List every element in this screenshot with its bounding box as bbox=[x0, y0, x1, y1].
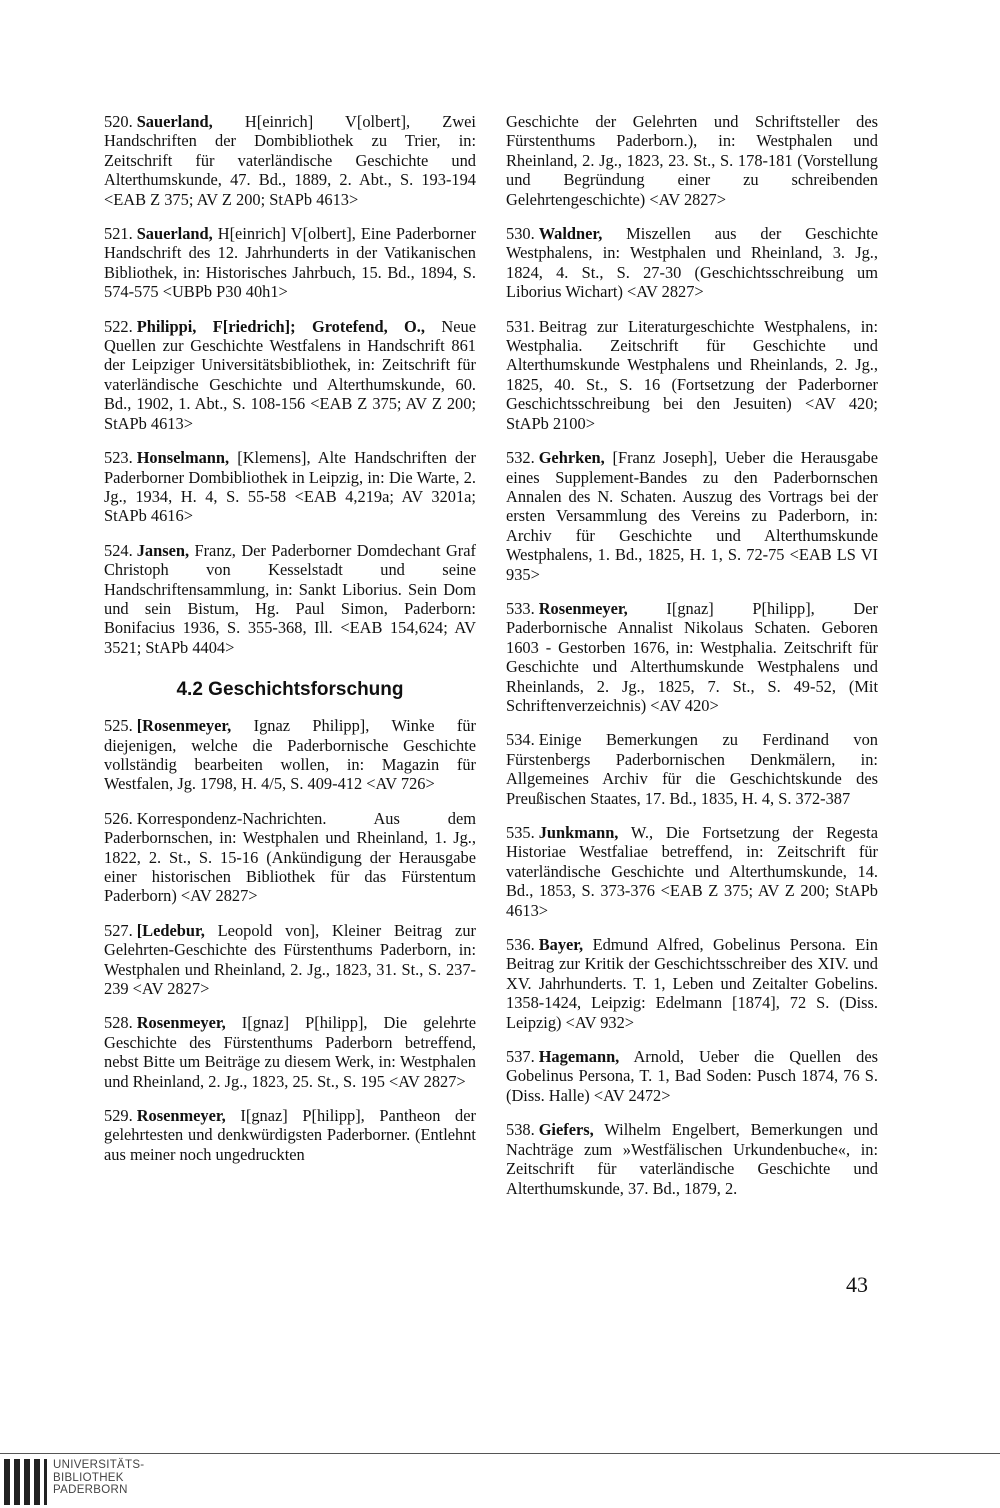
bibliography-entry bbox=[104, 921, 476, 999]
library-logo-text bbox=[53, 1459, 144, 1497]
entry-text: Korrespondenz-Nachrichten. Aus dem Paderbornschen, in: Westphalen und Rheinland, 1. Jg., 1822, 2. St., S. 15-16 (Ankündigung der Herausgabe einer historischen Bibliothek für das Fürstentum Paderborn) <AV 2827> bbox=[104, 808, 476, 906]
bibliography-entry bbox=[104, 1013, 476, 1091]
entry-number: 527. bbox=[104, 920, 133, 940]
footer-divider bbox=[0, 1453, 1000, 1454]
bibliography-entry bbox=[506, 317, 878, 433]
entry-text: [Klemens], Alte Handschriften der Paderborner Dombibliothek in Leipzig, in: Die Warte, 2. Jg., 1934, H. 4, S. 55-58 <EAB 4,219a; AV 3201a; StAPb 4616> bbox=[104, 448, 476, 526]
entry-number: 520. bbox=[104, 112, 133, 131]
entry-author: Waldner, bbox=[538, 224, 603, 244]
section-heading: 4.2 Geschichtsforschung bbox=[176, 679, 404, 701]
left-entries-after bbox=[104, 716, 476, 1164]
entry-text: W., Die Fortsetzung der Regesta Historiae Westfaliae betreffend, in: Zeitschrift für vaterländische Geschichte und Alterthumskunde, 14. Bd., 1853, S. 373-376 <EAB Z 375; AV Z 200; StAPb 4613> bbox=[506, 823, 879, 920]
bibliography-entry bbox=[104, 541, 476, 657]
entry-number: 526. bbox=[104, 808, 133, 828]
bibliography-entry bbox=[104, 317, 476, 433]
bibliography-entry bbox=[506, 823, 878, 920]
library-logo-icon bbox=[4, 1459, 48, 1505]
entry-author: Junkmann, bbox=[538, 823, 619, 842]
entry-text: Leopold von], Kleiner Beitrag zur Gelehrten-Geschichte des Fürstenthums Paderborn, in: Westphalen und Rheinland, 2. Jg., 1823, 31. St., S. 237-239 <AV 2827> bbox=[104, 920, 476, 999]
page-number: 43 bbox=[846, 1272, 868, 1297]
logo-line-2: BIBLIOTHEK bbox=[53, 1471, 124, 1484]
bibliography-entry bbox=[104, 716, 476, 794]
entry-number: 534. bbox=[506, 730, 535, 750]
bibliography-entry bbox=[104, 448, 476, 526]
entry-number: 529. bbox=[104, 1106, 133, 1126]
bibliography-entry bbox=[506, 730, 878, 808]
entry-number: 538. bbox=[506, 1120, 535, 1140]
bibliography-entry bbox=[104, 1106, 476, 1164]
footer bbox=[0, 1453, 1000, 1508]
continuation-text: Geschichte der Gelehrten und Schriftsteller des Fürstenthums Paderborn.), in: Westphalen und Rheinland, 2. Jg., 1823, 23. St., S. 178-181 (Vorstellung und Begründung einer zu schreibenden Gelehrtengeschichte) <AV 2827> bbox=[506, 112, 878, 209]
entry-text: Beitrag zur Literaturgeschichte Westphalens, in: Westphalia. Zeitschrift für Geschichte und Alterthumskunde Westphalens und Rheinlands, 2. Jg., 1825, 40. St., S. 16 (Fortsetzung der Paderborner Geschichtsschreibung bei den Jesuiten) <AV 420; StAPb 2100> bbox=[506, 316, 878, 433]
entry-text: Arnold, Ueber die Quellen des Gobelinus Persona, T. 1, Bad Soden: Pusch 1874, 76 S. (Diss. Halle) <AV 2472> bbox=[506, 1047, 878, 1105]
entry-text: I[gnaz] P[hilipp], Pantheon der gelehrtesten und denkwürdigsten Paderborner. (Entlehnt aus meiner noch ungedruckten bbox=[104, 1106, 476, 1164]
right-column bbox=[506, 112, 878, 1213]
entry-author: Gehrken, bbox=[538, 448, 605, 468]
bibliography-entry bbox=[506, 1047, 878, 1105]
entry-text: Neue Quellen zur Geschichte Westfalens in Handschrift 861 der Leipziger Universitätsbibliothek, in: Zeitschrift für vaterländische Geschichte und Alterthumskunde, 60. Bd., 1902, 1. Abt., S. 108-156 <EAB Z 375; AV Z 200; StAPb 4613> bbox=[104, 316, 476, 433]
entry-author: Honselmann, bbox=[136, 448, 230, 468]
logo-line-3: PADERBORN bbox=[53, 1484, 128, 1496]
entry-text: H[einrich] V[olbert], Zwei Handschriften der Dombibliothek zu Trier, in: Zeitschrift für vaterländische Geschichte und Alterthumskunde, 47. Bd., 1889, 2. Abt., S. 193-194 <EAB Z 375; AV Z 200; StAPb 4613> bbox=[104, 112, 476, 209]
entry-text: I[gnaz] P[hilipp], Der Paderbornische Annalist Nikolaus Schaten. Geboren 1603 - Gestorben 1676, in: Westphalia. Zeitschrift für Geschichte und Alterthumskunde Westphalens und Rheinlands, 2. Jg., 1825, 7. St., S. 49-52, (Mit Schriftenverzeichnis) <AV 420> bbox=[506, 598, 878, 715]
entry-author: Sauerland, bbox=[136, 224, 213, 244]
entry-number: 523. bbox=[104, 448, 133, 468]
bibliography-entry bbox=[506, 935, 878, 1032]
bibliography-entry bbox=[506, 224, 878, 302]
entry-text: Miszellen aus der Geschichte Westphalens, in: Westphalen und Rheinland, 3. Jg., 1824, 4. St., S. 27-30 (Geschichtsschreibung um Liborius Wichart) <AV 2827> bbox=[506, 224, 878, 302]
logo-line-1: UNIVERSITÄTS- bbox=[53, 1459, 145, 1471]
bibliography-entry bbox=[104, 809, 476, 906]
bibliography-entry bbox=[506, 599, 878, 715]
entry-author: Bayer, bbox=[538, 935, 584, 955]
entry-author: Rosenmeyer, bbox=[538, 598, 628, 618]
entry-number: 531. bbox=[506, 316, 535, 336]
entry-author: [Rosenmeyer, bbox=[136, 716, 232, 736]
entry-author: Sauerland, bbox=[136, 112, 213, 131]
entry-author: Jansen, bbox=[136, 540, 190, 560]
entry-number: 535. bbox=[506, 823, 535, 842]
entry-author: Rosenmeyer, bbox=[136, 1106, 226, 1126]
entry-number: 533. bbox=[506, 598, 535, 618]
entry-text: Wilhelm Engelbert, Bemerkungen und Nachträge zum »Westfälischen Urkundenbuche«, in: Zeitschrift für vaterländische Geschichte und Alterthumskunde, 37. Bd., 1879, 2. bbox=[506, 1120, 879, 1198]
entry-text: [Franz Joseph], Ueber die Herausgabe eines Supplement-Bandes zu den Paderbornschen Annalen des N. Schaten. Auszug des Vortrags bei der ersten Versammlung des Vereins zu Paderborn, in: Archiv für Geschichte und Alterthumskunde Westphalens, 1. Bd., 1825, H. 1, S. 72-75 <EAB LS VI 935> bbox=[506, 448, 878, 584]
entry-number: 536. bbox=[506, 935, 535, 955]
entry-number: 521. bbox=[104, 224, 133, 244]
bibliography-entry bbox=[506, 448, 878, 584]
left-entries-before bbox=[104, 112, 476, 657]
entry-text: Edmund Alfred, Gobelinus Persona. Ein Beitrag zur Kritik der Geschichtsschreiber des XIV. und XV. Jahrhunderts. T. 1, Leben und Zeitalter Gobelins. 1358-1424, Leipzig: Edelmann [1874], 72 S. (Diss. Leipzig) <AV 932> bbox=[506, 935, 878, 1032]
entry-number: 525. bbox=[104, 716, 133, 736]
bibliography-entry bbox=[506, 1120, 878, 1198]
entry-number: 530. bbox=[506, 224, 535, 244]
entry-text: Franz, Der Paderborner Domdechant Graf Christoph von Kesselstadt und seine Handschriftensammlung, in: Sankt Liborius. Sein Dom und sein Bistum, Hg. Paul Simon, Paderborn: Bonifacius 1936, S. 355-368, Ill. <EAB 154,624; AV 3521; StAPb 4404> bbox=[104, 540, 476, 657]
entry-author: Philippi, F[riedrich]; Grotefend, O., bbox=[136, 316, 425, 336]
left-column bbox=[104, 112, 476, 1179]
entry-text: I[gnaz] P[hilipp], Die gelehrte Geschichte des Fürstenthums Paderborn betreffend, nebst Bitte um Beiträge zu diesem Werk, in: Westphalen und Rheinland, 2. Jg., 1823, 25. St., S. 195 <AV 2827> bbox=[104, 1013, 476, 1091]
entry-number: 532. bbox=[506, 448, 535, 468]
entry-text: Ignaz Philipp], Winke für diejenigen, welche die Paderbornische Geschichte vollständig bearbeiten wollen, in: Magazin für Westfalen, Jg. 1798, H. 4/5, S. 409-412 <AV 726> bbox=[104, 716, 476, 794]
entry-author: [Ledebur, bbox=[136, 920, 205, 940]
entry-number: 528. bbox=[104, 1013, 133, 1033]
bibliography-entry bbox=[104, 224, 476, 302]
entry-text: Einige Bemerkungen zu Ferdinand von Fürstenbergs Paderbornischen Denkmälern, in: Allgemeines Archiv für die Geschichtskunde des Preußischen Staates, 17. Bd., 1835, H. 4, S. 372-387 bbox=[506, 730, 878, 808]
entry-author: Rosenmeyer, bbox=[136, 1013, 226, 1033]
right-entries bbox=[506, 224, 878, 1198]
entry-number: 522. bbox=[104, 316, 133, 336]
entry-number: 537. bbox=[506, 1047, 535, 1067]
entry-author: Hagemann, bbox=[538, 1047, 620, 1067]
entry-number: 524. bbox=[104, 540, 133, 560]
entry-text: H[einrich] V[olbert], Eine Paderborner Handschrift des 12. Jahrhunderts in der Vatikanischen Bibliothek, in: Historisches Jahrbuch, 15. Bd., 1894, S. 574-575 <UBPb P30 40h1> bbox=[104, 224, 476, 302]
bibliography-entry bbox=[104, 112, 476, 209]
entry-author: Giefers, bbox=[538, 1120, 594, 1140]
